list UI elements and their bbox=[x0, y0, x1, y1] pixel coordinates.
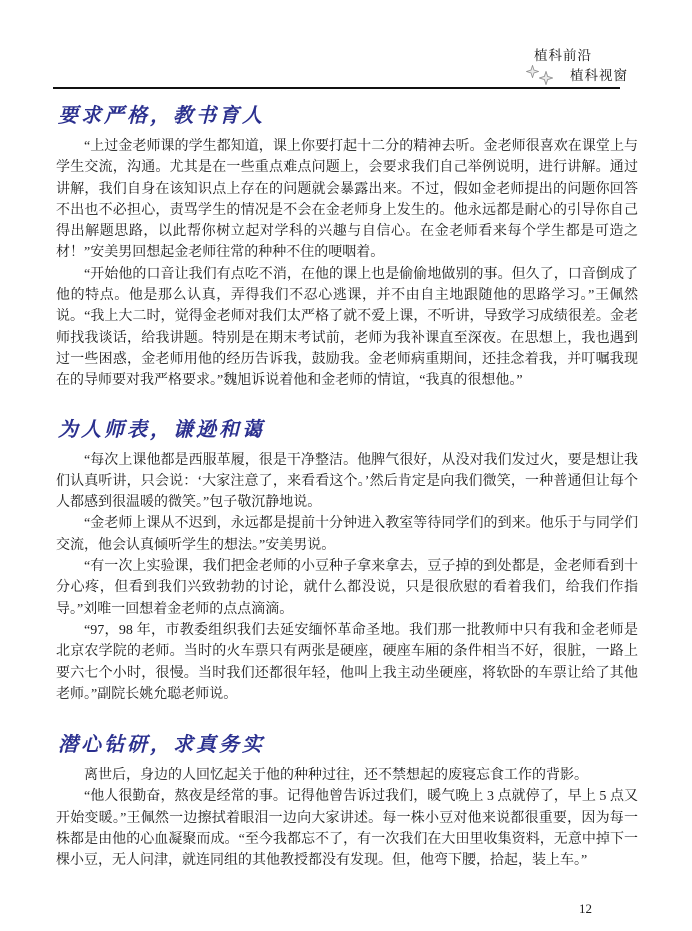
paragraph: “97，98 年，市教委组织我们去延安缅怀革命圣地。我们那一批教师中只有我和金老师是北京农学院的老师。当时的火车票只有两张是硬座，硬座车厢的条件相当不好，很脏，一路上要六七个小时，很慢。当时我们还都很年轻，他叫上我主动坐硬座，将软卧的车票让给了其他老师。”副院长姚允聪老师说。 bbox=[56, 622, 638, 702]
paragraph: “他人很勤奋，熬夜是经常的事。记得他曾告诉过我们，暖气晚上 3 点就停了，早上 5 点又开始变暖。”王佩然一边擦拭着眼泪一边向大家讲述。每一株小豆对他来说都很重要，因为每一株都是由他的心血凝聚而成。“至今我都忘不了，有一次我们在大田里收集资料，无意中掉下一棵小豆，无人问津，就连同组的其他教授都没有发现。但，他弯下腰，拾起，装上车。” bbox=[56, 789, 638, 869]
section-role-model bbox=[56, 418, 638, 706]
paragraph: “每次上课他都是西服革履，很是干净整洁。他脾气很好，从没对我们发过火，要是想让我们认真听讲，只会说：‘大家注意了，来看看这个。’然后肯定是向我们微笑，一种普通但让每个人都感到很温暖的微笑。”包子敬沉静地说。 bbox=[56, 452, 638, 511]
section-dedicated-research bbox=[56, 733, 638, 871]
paragraph: “有一次上实验课，我们把金老师的小豆种子拿来拿去，豆子掉的到处都是，金老师看到十分心疼，但看到我们兴致勃勃的讨论，就什么都没说，只是很欣慰的看着我们，给我们作指导。”刘唯一回想着金老师的点点滴滴。 bbox=[56, 559, 638, 617]
section-heading: 要求严格，教书育人 bbox=[58, 105, 265, 127]
header-title-bottom bbox=[526, 65, 628, 85]
paragraph: “上过金老师课的学生都知道，课上你要打起十二分的精神去听。金老师很喜欢在课堂上与学生交流，沟通。尤其是在一些重点难点问题上，会要求我们自己举例说明，进行讲解。通过讲解，我们自身在该知识点上存在的问题就会暴露出来。不过，假如金老师提出的问题你回答不出也不必担心，责骂学生的情况是不会在金老师身上发生的。他永远都是耐心的引导你自己得出解题思路，以此帮你树立起对学科的兴趣与自信心。在金老师看来每个学生都是可造之材！”安美男回想起金老师往常的种种不住的哽咽着。 bbox=[56, 139, 638, 261]
header-divider bbox=[53, 87, 620, 89]
page-number: 12 bbox=[579, 901, 592, 916]
header-title-top: 植科前沿 bbox=[534, 48, 592, 63]
paragraph: “开始他的口音让我们有点吃不消，在他的课上也是偷偷地做别的事。但久了，口音倒成了他的特点。他是那么认真，弄得我们不忍心逃课，并不由自主地跟随他的思路学习。”王佩然说。“我上大二时，觉得金老师对我们太严格了就不爱上课，不听讲，导致学习成绩很差。金老师找我谈话，给我讲题。特别是在期末考试前，老师为我补课直至深夜。在思想上，我也遇到过一些困惑，金老师用他的经历告诉我，鼓励我。金老师病重期间，还挂念着我，并叮嘱我现在的导师要对我严格要求。”魏旭诉说着他和金老师的情谊，“我真的很想他。” bbox=[56, 266, 638, 389]
star-icon bbox=[526, 65, 539, 78]
section-heading: 为人师表，谦逊和蔼 bbox=[58, 418, 265, 441]
header-decoration bbox=[526, 65, 556, 85]
document-body bbox=[56, 96, 638, 872]
paragraph: 离世后，身边的人回忆起关于他的种种过往，还不禁想起的废寝忘食工作的背影。 bbox=[84, 768, 588, 784]
page-header bbox=[526, 46, 628, 85]
section-heading: 潜心钻研，求真务实 bbox=[58, 734, 265, 757]
paragraph: “金老师上课从不迟到，永远都是提前十分钟进入教室等待同学们的到来。他乐于与同学们交流，他会认真倾听学生的想法。”安美男说。 bbox=[56, 516, 638, 553]
star-icon bbox=[539, 71, 553, 85]
section-strict-teaching bbox=[56, 104, 638, 392]
header-subtitle: 植科视窗 bbox=[570, 67, 628, 83]
